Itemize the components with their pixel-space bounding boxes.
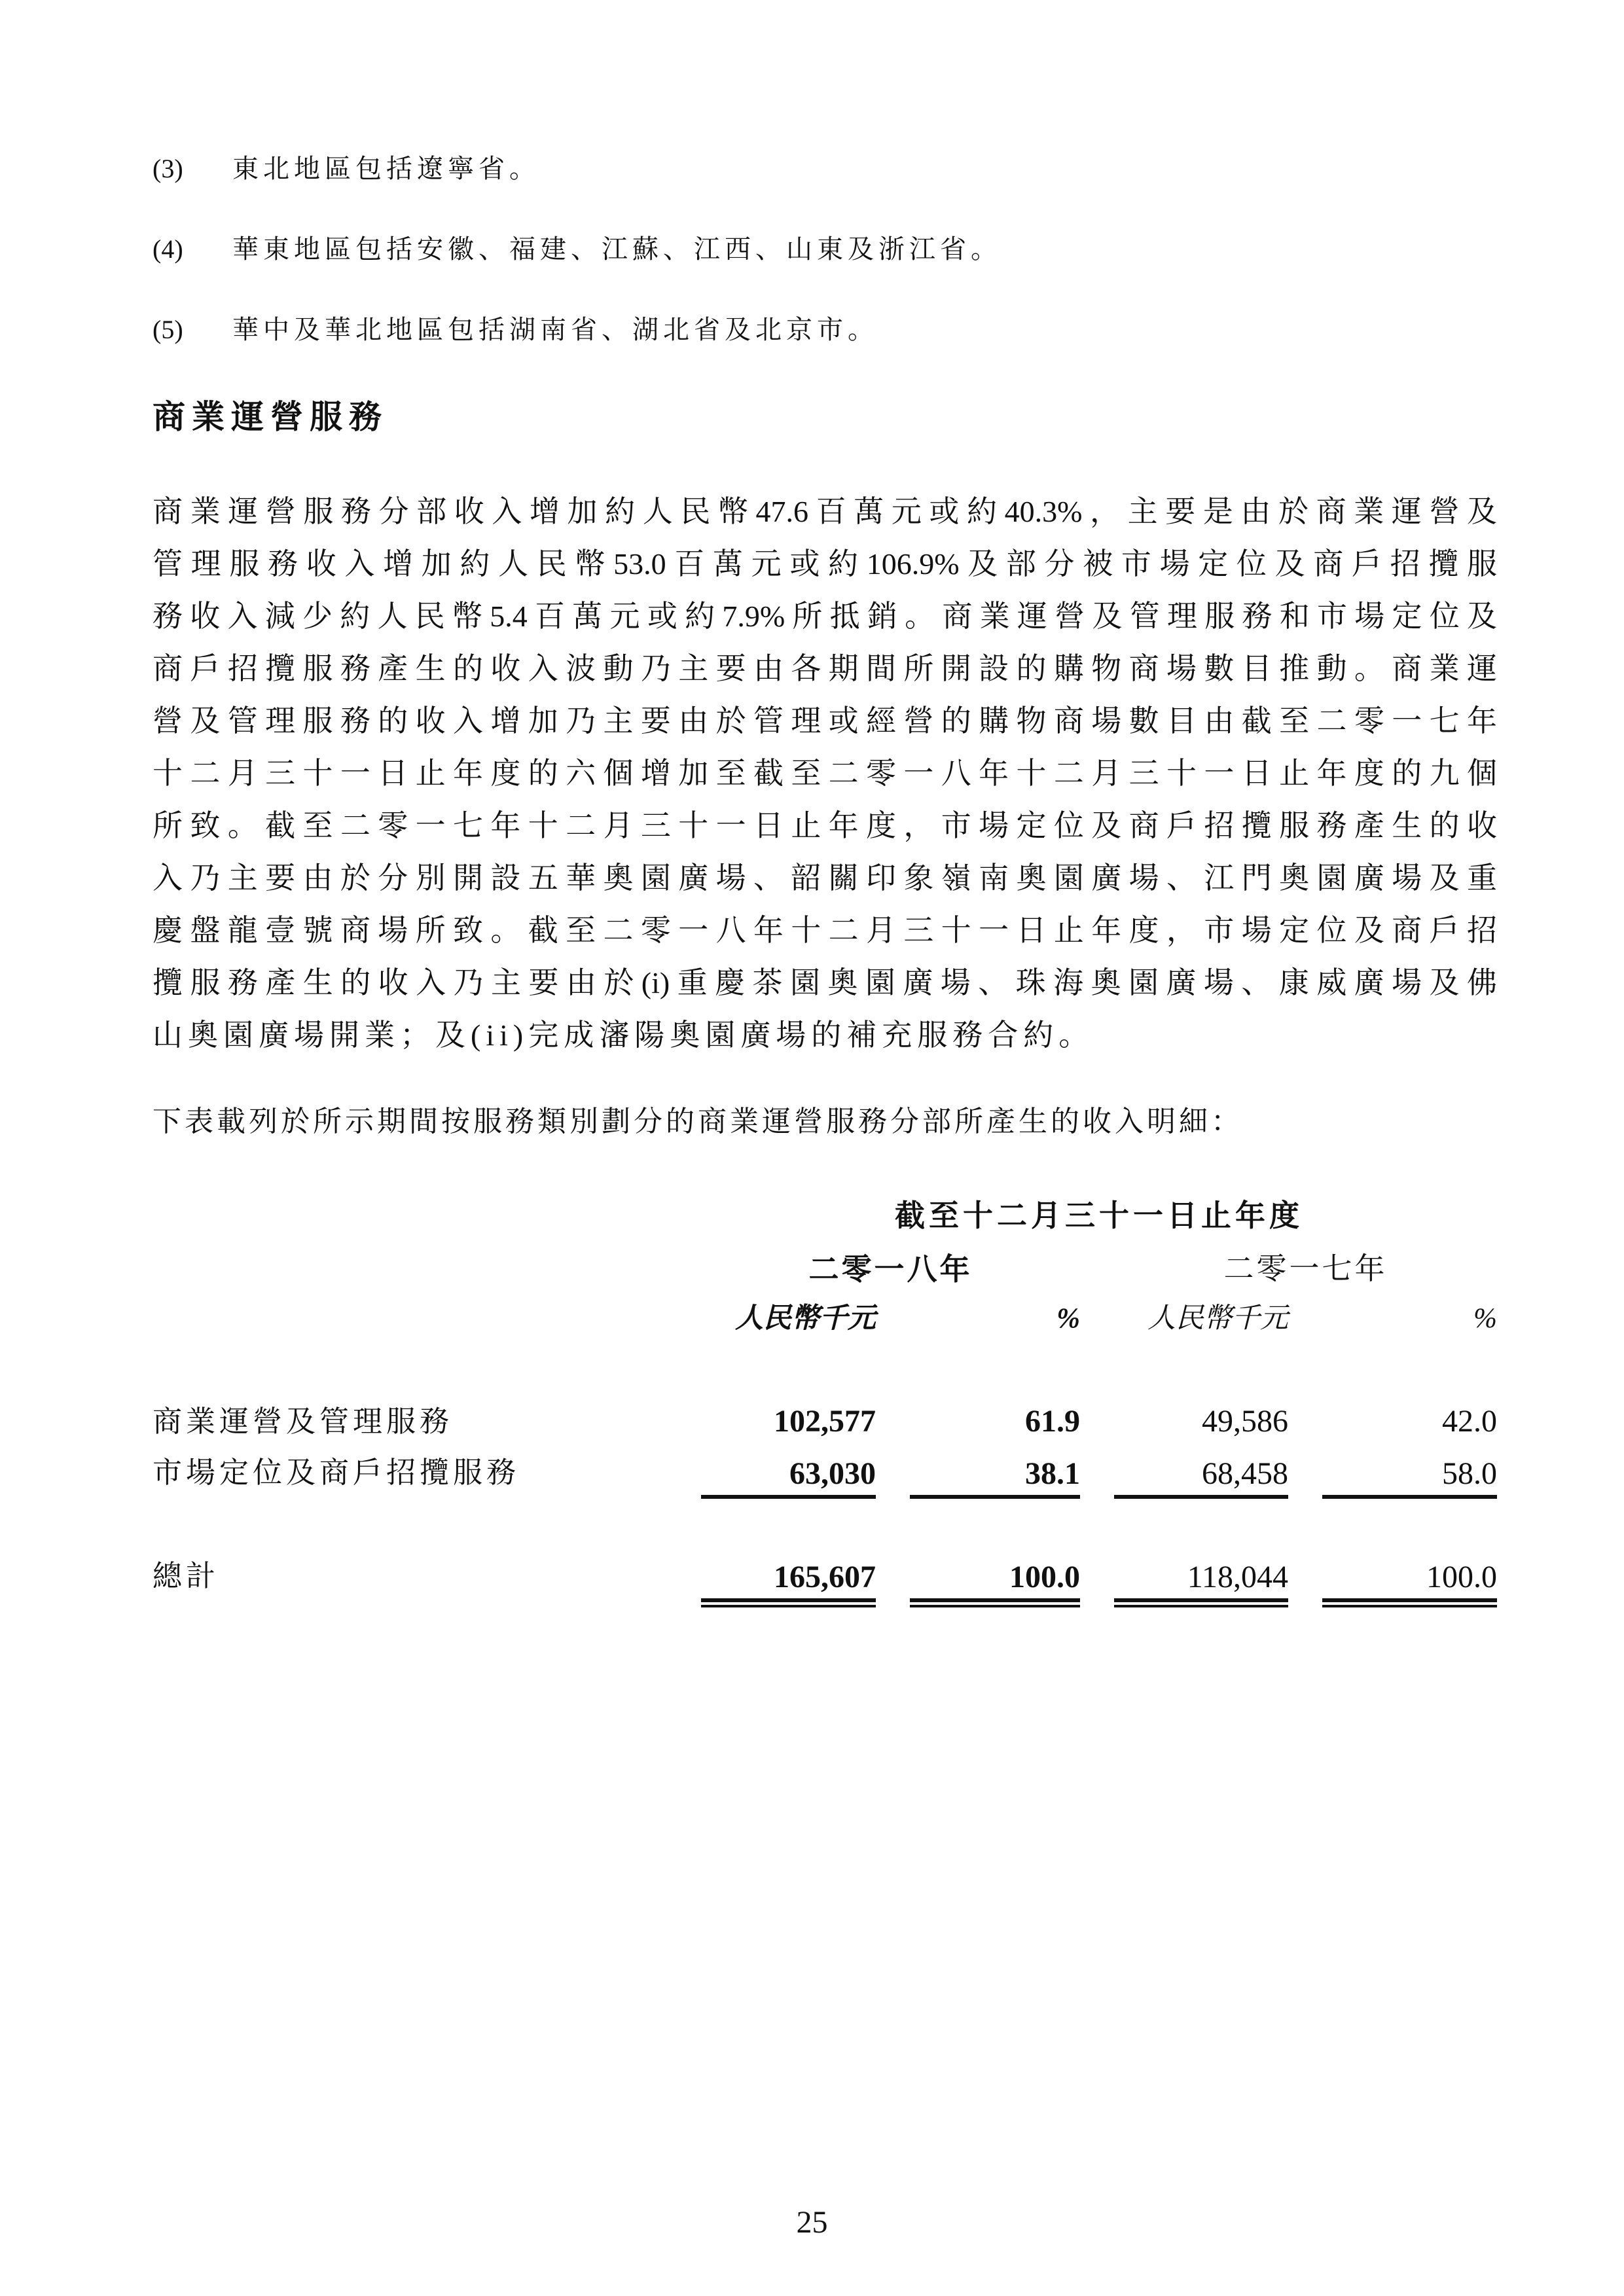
empty-cell <box>153 1191 667 1247</box>
revenue-breakdown-table <box>153 1191 1497 1607</box>
paragraph-line: 入乃主要由於分別開設五華奧園廣場、韶關印象嶺南奧園廣場、江門奧園廣場及重 <box>153 861 1497 895</box>
value-2017-pct: 42.0 <box>1442 1404 1497 1439</box>
footnote-number: (3) <box>153 154 183 183</box>
footnote-4 <box>153 235 1497 264</box>
page-number: 25 <box>796 2205 828 2240</box>
paragraph-line: 十二月三十一日止年度的六個增加至截至二零一八年十二月三十一日止年度的九個 <box>153 757 1497 790</box>
table-spacer <box>153 1499 1497 1556</box>
total-2017-pct: 100.0 <box>1322 1556 1497 1602</box>
unit-header-rmb-2018: 人民幣千元 <box>735 1303 876 1334</box>
paragraph-line: 攬服務產生的收入乃主要由於(i)重慶茶園奧園廣場、珠海奧園廣場、康威廣場及佛 <box>153 966 1497 999</box>
value-2018-pct: 38.1 <box>910 1452 1080 1499</box>
body-paragraph <box>153 486 1497 1062</box>
unit-header-pct-2018: % <box>1056 1303 1080 1334</box>
value-2017-rmb: 68,458 <box>1114 1452 1288 1499</box>
paragraph-line: 管理服務收入增加約人民幣53.0百萬元或約106.9%及部分被市場定位及商戶招攬服 <box>153 547 1497 581</box>
value-2018-rmb: 63,030 <box>701 1452 876 1499</box>
table-intro: 下表載列於所示期間按服務類別劃分的商業運營服務分部所產生的收入明細： <box>153 1105 1243 1138</box>
footnote-number: (5) <box>153 315 183 344</box>
double-rule-segment <box>1322 1602 1497 1607</box>
value-2017-rmb: 49,586 <box>1202 1404 1288 1439</box>
double-rule-segment <box>701 1602 876 1607</box>
footnote-number: (4) <box>153 234 183 264</box>
footnote-5 <box>153 315 1497 344</box>
empty-cell <box>153 1297 667 1401</box>
column-header-year-2018: 二零一八年 <box>808 1252 973 1286</box>
value-2017-pct: 58.0 <box>1322 1452 1497 1499</box>
footnotes <box>153 154 1497 396</box>
footnote-3 <box>153 154 1497 183</box>
row-label: 市場定位及商戶招攬服務 <box>153 1456 520 1489</box>
empty-cell <box>153 1602 667 1607</box>
paragraph-line: 營及管理服務的收入增加乃主要由於管理或經營的購物商場數目由截至二零一七年 <box>153 704 1497 738</box>
row-label: 商業運營及管理服務 <box>153 1405 454 1438</box>
paragraph-line: 所致。截至二零一七年十二月三十一日止年度，市場定位及商戶招攬服務產生的收 <box>153 809 1497 842</box>
unit-header-pct-2017: % <box>1473 1303 1497 1334</box>
unit-header-rmb-2017: 人民幣千元 <box>1147 1303 1288 1334</box>
empty-cell <box>153 1247 667 1297</box>
paragraph-line: 商戶招攬服務產生的收入波動乃主要由各期間所開設的購物商場數目推動。商業運 <box>153 652 1497 685</box>
total-2018-pct: 100.0 <box>910 1556 1080 1602</box>
value-2018-pct: 61.9 <box>1025 1404 1080 1439</box>
value-2018-rmb: 102,577 <box>774 1404 876 1439</box>
table-period-header: 截至十二月三十一日止年度 <box>895 1198 1303 1232</box>
double-rule-segment <box>910 1602 1080 1607</box>
paragraph-line: 山奧園廣場開業；及(ii)完成瀋陽奧園廣場的補充服務合約。 <box>153 1018 1094 1052</box>
paragraph-line: 務收入減少約人民幣5.4百萬元或約7.9%所抵銷。商業運營及管理服務和市場定位及 <box>153 600 1497 633</box>
paragraph-line: 商業運營服務分部收入增加約人民幣47.6百萬元或約40.3%，主要是由於商業運營及 <box>153 495 1497 528</box>
footnote-text: 東北地區包括遼寧省。 <box>232 154 540 183</box>
total-2017-rmb: 118,044 <box>1114 1556 1288 1602</box>
paragraph-line: 慶盤龍壹號商場所致。截至二零一八年十二月三十一日止年度，市場定位及商戶招 <box>153 914 1497 947</box>
footnote-text: 華中及華北地區包括湖南省、湖北省及北京市。 <box>232 315 878 344</box>
total-label: 總計 <box>153 1560 220 1592</box>
total-2018-rmb: 165,607 <box>701 1556 876 1602</box>
column-header-year-2017: 二零一七年 <box>1223 1252 1388 1285</box>
footnote-text: 華東地區包括安徽、福建、江蘇、江西、山東及浙江省。 <box>232 234 1001 264</box>
section-heading: 商業運營服務 <box>153 399 388 435</box>
double-rule-segment <box>1114 1602 1288 1607</box>
